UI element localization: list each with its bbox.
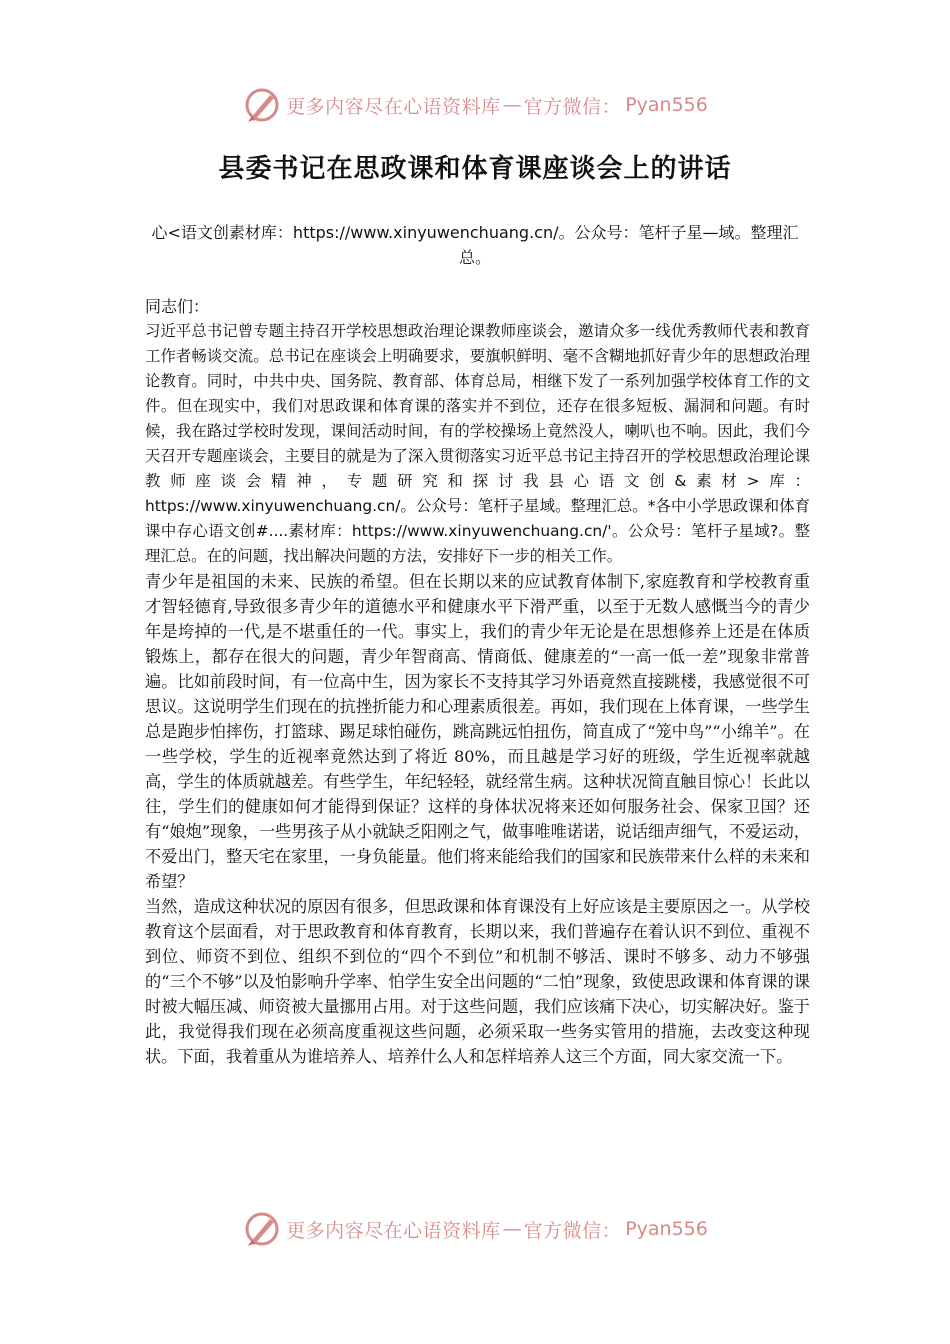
- document-title: 县委书记在思政课和体育课座谈会上的讲话: [218, 154, 732, 184]
- paragraph-2: 青少年是祖国的未来、民族的希望。但在长期以来的应试教育体制下,家庭教育和学校教育重才智轻德育,导致很多青少年的道德水平和健康水平下滑严重，以至于无数人感慨当今的青少年是垮掉的一代,是不堪重任的一代。事实上，我们的青少年无论是在思想修养上还是在体质锻炼上，都存在很大的问题，青少年智商高、情商低、健康差的“一高一低一差”现象非常普遍。比如前段时间，有一位高中生，因为家长不支持其学习外语竟然直接跳楼，我感觉很不可思议。这说明学生们现在的抗挫折能力和心理素质很差。再如，我们现在上体育课，一些学生总是跑步怕摔伤，打篮球、踢足球怕碰伤，跳高跳远怕扭伤，简直成了“笼中鸟”“小绵羊”。在一些学校，学生的近视率竟然达到了将近 80%，而且越是学习好的班级，学生近视率就越高，学生的体质就越差。有些学生，年纪轻轻，就经常生病。这种状况简直触目惊心！长此以往，学生们的健康如何才能得到保证？这样的身体状况将来还如何服务社会、保家卫国？还有“娘炮”现象，一些男孩子从小就缺乏阳刚之气，做事唯唯诺诺，说话细声细气，不爱运动，不爱出门，整天宅在家里，一身负能量。他们将来能给我们的国家和民族带来什么样的未来和希望？: [145, 572, 810, 891]
- banner-suffix: 官方微信：: [523, 95, 622, 118]
- wechat-id: Pyan556: [625, 1218, 708, 1240]
- greeting: 同志们：: [145, 297, 210, 316]
- pen-logo-icon: [242, 85, 282, 125]
- paragraph-1: 习近平总书记曾专题主持召开学校思想政治理论课教师座谈会，邀请众多一线优秀教师代表和教育工作者畅谈交流。总书记在座谈会上明确要求，要旗帜鲜明、毫不含糊地抓好青少年的思想政治理论教育。同时，中共中央、国务院、教育部、体育总局，相继下发了一系列加强学校体育工作的文件。但在现实中，我们对思政课和体育课的落实并不到位，还存在很多短板、漏洞和问题。有时候，我在路过学校时发现，课间活动时间，有的学校操场上竟然没人，喇叭也不响。因此，我们今天召开专题座谈会，主要目的就是为了深入贯彻落实习近平总书记主持召开的学校思想政治理论课教师座谈会精神，专题研究和探讨我县心语文创&素材>库：https://www.xinyuwenchuang.cn/。公众号：笔杆子星域。整理汇总。*各中小学思政课和体育课中存心语文创#....素材库：https://www.xinyuwenchuang.cn/'。公众号：笔杆子星域?。整理汇总。在的问题，找出解决问题的方法，安排好下一步的相关工作。: [145, 322, 810, 565]
- document-body: [145, 294, 810, 1069]
- banner-separator: —: [502, 1218, 522, 1240]
- footer-banner: [0, 1206, 950, 1252]
- source-line-text: 心<语文创素材库：https://www.xinyuwenchuang.cn/。公众号：笔杆子星—域。整理汇总。: [151, 223, 799, 267]
- banner-suffix: 官方微信：: [523, 1219, 622, 1242]
- banner-text: 更多内容尽在心语资料库: [286, 95, 501, 118]
- paragraph-3: 当然，造成这种状况的原因有很多，但思政课和体育课没有上好应该是主要原因之一。从学校教育这个层面看，对于思政教育和体育教育，长期以来，我们普遍存在着认识不到位、重视不到位、师资不到位、组织不到位的“四个不到位”和机制不够活、课时不够多、动力不够强的“三个不够”以及怕影响升学率、怕学生安全出问题的“二怕”现象，致使思政课和体育课的课时被大幅压减、师资被大量挪用占用。对于这些问题，我们应该痛下决心，切实解决好。鉴于此，我觉得我们现在必须高度重视这些问题，必须采取一些务实管用的措施，去改变这种现状。下面，我着重从为谁培养人、培养什么人和怎样培养人这三个方面，同大家交流一下。: [145, 897, 810, 1066]
- header-banner: [0, 82, 950, 128]
- source-line: [140, 220, 810, 270]
- banner-text: 更多内容尽在心语资料库: [286, 1219, 501, 1242]
- wechat-id: Pyan556: [625, 94, 708, 116]
- banner-separator: —: [502, 94, 522, 116]
- pen-logo-icon: [242, 1209, 282, 1249]
